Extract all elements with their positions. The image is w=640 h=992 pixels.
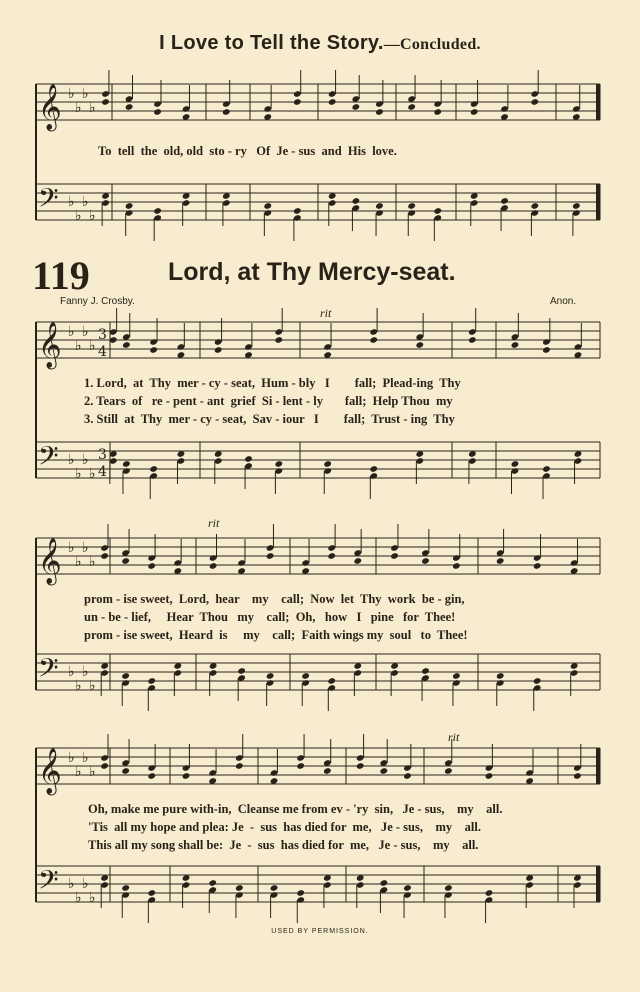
lyric-line: Oh, make me pure with-in, Cleanse me from ev - 'ry sin, Je - sus, my all. bbox=[88, 802, 503, 816]
bass-clef: 𝄢 bbox=[38, 182, 59, 220]
hymn-number: 119 bbox=[32, 253, 90, 298]
final-barline bbox=[596, 84, 600, 120]
note-head bbox=[375, 202, 384, 210]
note-head bbox=[328, 98, 337, 106]
note-head bbox=[125, 202, 134, 210]
flat-sign: ♭ bbox=[68, 664, 75, 680]
note-head bbox=[433, 108, 442, 116]
note-head bbox=[266, 672, 275, 680]
note-head bbox=[403, 884, 412, 892]
bass-clef: 𝄢 bbox=[38, 652, 59, 690]
note-head bbox=[121, 884, 130, 892]
note-head bbox=[296, 762, 305, 770]
note-head bbox=[356, 762, 365, 770]
note-head bbox=[452, 672, 461, 680]
note-head bbox=[301, 672, 310, 680]
flat-sign: ♭ bbox=[89, 208, 96, 224]
note-head bbox=[122, 341, 131, 349]
flat-sign: ♭ bbox=[82, 86, 89, 102]
tempo-mark: rit bbox=[320, 306, 332, 320]
flat-sign: ♭ bbox=[89, 554, 96, 570]
tempo-mark: rit bbox=[208, 516, 220, 530]
note-head bbox=[496, 557, 505, 565]
note-head bbox=[149, 465, 158, 473]
note-head bbox=[485, 889, 494, 897]
note-head bbox=[147, 677, 156, 685]
note-head bbox=[468, 336, 477, 344]
note-head bbox=[496, 672, 505, 680]
flat-sign: ♭ bbox=[68, 324, 75, 340]
note-head bbox=[380, 767, 389, 775]
note-head bbox=[235, 762, 244, 770]
flat-sign: ♭ bbox=[89, 466, 96, 482]
note-head bbox=[444, 767, 453, 775]
flat-sign: ♭ bbox=[82, 194, 89, 210]
note-head bbox=[209, 562, 218, 570]
flat-sign: ♭ bbox=[75, 678, 82, 694]
flat-sign: ♭ bbox=[75, 554, 82, 570]
note-head bbox=[511, 341, 520, 349]
flat-sign: ♭ bbox=[68, 452, 75, 468]
time-signature: 3 bbox=[98, 447, 107, 463]
note-head bbox=[530, 98, 539, 106]
note-head bbox=[390, 552, 399, 560]
note-head bbox=[153, 108, 162, 116]
hymn-title: Lord, at Thy Mercy-seat. bbox=[168, 258, 456, 286]
note-head bbox=[323, 460, 332, 468]
note-head bbox=[380, 879, 389, 887]
note-head bbox=[352, 103, 361, 111]
note-head bbox=[452, 562, 461, 570]
lyric-line: prom - ise sweet, Lord, hear my call; Now let Thy work be - gin, bbox=[84, 592, 465, 606]
flat-sign: ♭ bbox=[89, 678, 96, 694]
note-head bbox=[121, 767, 130, 775]
note-head bbox=[403, 772, 412, 780]
lyric-line: un - be - lief, Hear Thou my call; Oh, how I pine for Thee! bbox=[84, 610, 456, 624]
tempo-mark: rit bbox=[448, 730, 460, 744]
note-head bbox=[327, 552, 336, 560]
note-head bbox=[235, 884, 244, 892]
note-head bbox=[485, 772, 494, 780]
note-head bbox=[214, 346, 223, 354]
treble-clef: 𝄞 bbox=[38, 538, 62, 584]
lyric-line: 3. Still at Thy mer - cy - seat, Sav - iour I fall; Trust - ing Thy bbox=[84, 412, 455, 426]
time-signature: 4 bbox=[98, 464, 107, 480]
note-head bbox=[421, 667, 430, 675]
note-head bbox=[222, 108, 231, 116]
previous-hymn-title-text: I Love to Tell the Story. bbox=[159, 32, 384, 54]
flat-sign: ♭ bbox=[75, 338, 82, 354]
note-head bbox=[530, 202, 539, 210]
author-credit: Fanny J. Crosby. bbox=[60, 296, 135, 307]
note-head bbox=[421, 557, 430, 565]
note-head bbox=[433, 207, 442, 215]
note-head bbox=[407, 103, 416, 111]
flat-sign: ♭ bbox=[82, 664, 89, 680]
final-barline bbox=[596, 748, 600, 784]
note-head bbox=[274, 460, 283, 468]
note-head bbox=[353, 557, 362, 565]
note-head bbox=[415, 341, 424, 349]
note-head bbox=[542, 465, 551, 473]
note-head bbox=[444, 884, 453, 892]
flat-sign: ♭ bbox=[82, 452, 89, 468]
note-head bbox=[470, 108, 479, 116]
previous-hymn-suffix: —Concluded. bbox=[383, 36, 481, 53]
flat-sign: ♭ bbox=[75, 466, 82, 482]
bass-clef: 𝄢 bbox=[38, 864, 59, 902]
note-head bbox=[369, 465, 378, 473]
note-head bbox=[542, 346, 551, 354]
flat-sign: ♭ bbox=[89, 764, 96, 780]
flat-sign: ♭ bbox=[82, 876, 89, 892]
note-head bbox=[407, 202, 416, 210]
note-head bbox=[266, 552, 275, 560]
note-head bbox=[352, 197, 361, 205]
flat-sign: ♭ bbox=[75, 100, 82, 116]
note-head bbox=[100, 552, 109, 560]
time-signature: 3 bbox=[98, 327, 107, 343]
note-head bbox=[293, 207, 302, 215]
note-head bbox=[237, 667, 246, 675]
treble-clef: 𝄞 bbox=[38, 322, 62, 368]
note-head bbox=[125, 103, 134, 111]
note-head bbox=[147, 889, 156, 897]
flat-sign: ♭ bbox=[68, 876, 75, 892]
lyric-line: prom - ise sweet, Heard is my call; Faith wings my soul to Thee! bbox=[84, 628, 468, 642]
time-signature: 4 bbox=[98, 344, 107, 360]
flat-sign: ♭ bbox=[75, 890, 82, 906]
note-head bbox=[293, 98, 302, 106]
previous-hymn-lyrics: To tell the old, old sto - ry Of Je - sus and His love. bbox=[98, 144, 397, 158]
flat-sign: ♭ bbox=[82, 540, 89, 556]
permission-footer: USED BY PERMISSION. bbox=[271, 928, 369, 935]
flat-sign: ♭ bbox=[82, 324, 89, 340]
note-head bbox=[244, 455, 253, 463]
lyric-line: 2. Tears of re - pent - ant grief Si - lent - ly fall; Help Thou my bbox=[84, 394, 453, 408]
flat-sign: ♭ bbox=[68, 194, 75, 210]
composer-credit: Anon. bbox=[550, 296, 577, 307]
lyric-line: 'Tis all my hope and plea: Je - sus has died for me, Je - sus, my all. bbox=[88, 820, 481, 834]
note-head bbox=[274, 336, 283, 344]
treble-clef: 𝄞 bbox=[38, 748, 62, 794]
note-head bbox=[101, 98, 110, 106]
note-head bbox=[147, 772, 156, 780]
note-head bbox=[500, 197, 509, 205]
note-head bbox=[533, 562, 542, 570]
note-head bbox=[296, 889, 305, 897]
final-barline bbox=[596, 866, 600, 902]
note-head bbox=[122, 460, 131, 468]
note-head bbox=[369, 336, 378, 344]
lyric-line: 1. Lord, at Thy mer - cy - seat, Hum - bly I fall; Plead-ing Thy bbox=[84, 376, 461, 390]
note-head bbox=[182, 772, 191, 780]
flat-sign: ♭ bbox=[68, 86, 75, 102]
note-head bbox=[375, 108, 384, 116]
note-head bbox=[121, 557, 130, 565]
note-head bbox=[573, 772, 582, 780]
treble-clef: 𝄞 bbox=[38, 84, 62, 130]
note-head bbox=[511, 460, 520, 468]
note-head bbox=[100, 762, 109, 770]
note-head bbox=[121, 672, 130, 680]
flat-sign: ♭ bbox=[75, 764, 82, 780]
bass-clef: 𝄢 bbox=[38, 440, 59, 478]
note-head bbox=[153, 207, 162, 215]
note-head bbox=[147, 562, 156, 570]
note-head bbox=[263, 202, 272, 210]
note-head bbox=[323, 767, 332, 775]
flat-sign: ♭ bbox=[82, 750, 89, 766]
note-head bbox=[533, 677, 542, 685]
final-barline bbox=[596, 184, 600, 220]
flat-sign: ♭ bbox=[89, 338, 96, 354]
flat-sign: ♭ bbox=[89, 890, 96, 906]
note-head bbox=[327, 677, 336, 685]
flat-sign: ♭ bbox=[75, 208, 82, 224]
flat-sign: ♭ bbox=[68, 540, 75, 556]
note-head bbox=[208, 879, 217, 887]
note-head bbox=[572, 202, 581, 210]
note-head bbox=[270, 884, 279, 892]
lyric-line: This all my song shall be: Je - sus has died for me, Je - sus, my all. bbox=[88, 838, 479, 852]
note-head bbox=[149, 346, 158, 354]
flat-sign: ♭ bbox=[68, 750, 75, 766]
flat-sign: ♭ bbox=[89, 100, 96, 116]
